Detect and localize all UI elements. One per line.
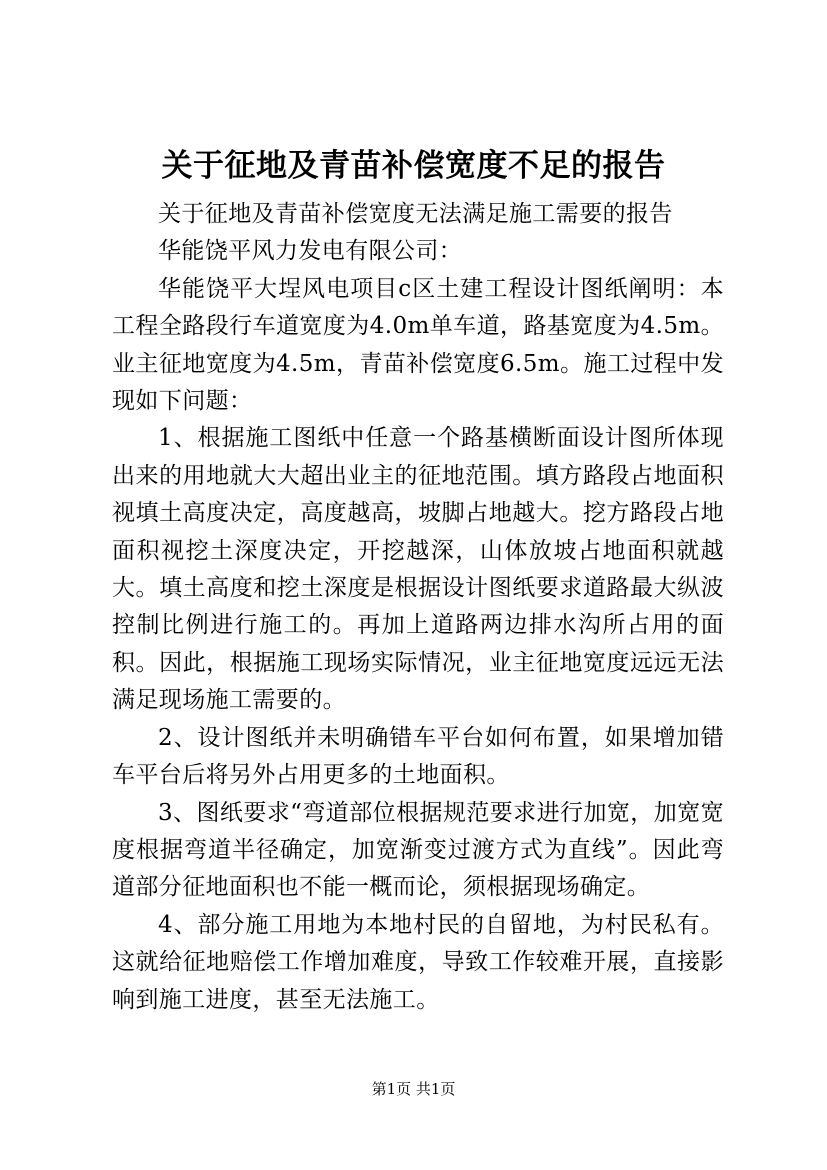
document-title: 关于征地及青苗补偿宽度不足的报告 bbox=[161, 148, 666, 184]
paragraph-issue-4: 4、部分施工用地为本地村民的自留地，为村民私有。这就给征地赔偿工作增加难度，导致工作较难开展，直接影响到施工进度，甚至无法施工。 bbox=[112, 911, 724, 1013]
paragraph-issue-1: 1、根据施工图纸中任意一个路基横断面设计图所体现出来的用地就大大超出业主的征地范围。填方路段占地面积视填土高度决定，高度越高，坡脚占地越大。挖方路段占地面积视挖土深度决定，开挖越深，山体放坡占地面积就越大。填土高度和挖土深度是根据设计图纸要求道路最大纵波控制比例进行施工的。再加上道路两边排水沟所占用的面积。因此，根据施工现场实际情况，业主征地宽度远远无法满足现场施工需要的。 bbox=[112, 425, 724, 714]
page-number-footer: 第1页 共1页 bbox=[371, 1080, 456, 1098]
paragraph-subtitle: 关于征地及青苗补偿宽度无法满足施工需要的报告 bbox=[158, 201, 673, 227]
paragraph-issue-2: 2、设计图纸并未明确错车平台如何布置，如果增加错车平台后将另外占用更多的土地面积。 bbox=[112, 724, 724, 789]
paragraph-addressee: 华能饶平风力发电有限公司： bbox=[158, 238, 463, 265]
paragraph-issue-3: 3、图纸要求“弯道部位根据规范要求进行加宽，加宽宽度根据弯道半径确定，加宽渐变过渡方式为直线”。因此弯道部分征地面积也不能一概而论，须根据现场确定。 bbox=[112, 799, 724, 901]
paragraph-intro: 华能饶平大埕风电项目c区土建工程设计图纸阐明：本工程全路段行车道宽度为4.0m单车道，路基宽度为4.5m。业主征地宽度为4.5m，青苗补偿宽度6.5m。施工过程中发现如下问题： bbox=[112, 275, 724, 415]
document-body bbox=[112, 196, 724, 1019]
